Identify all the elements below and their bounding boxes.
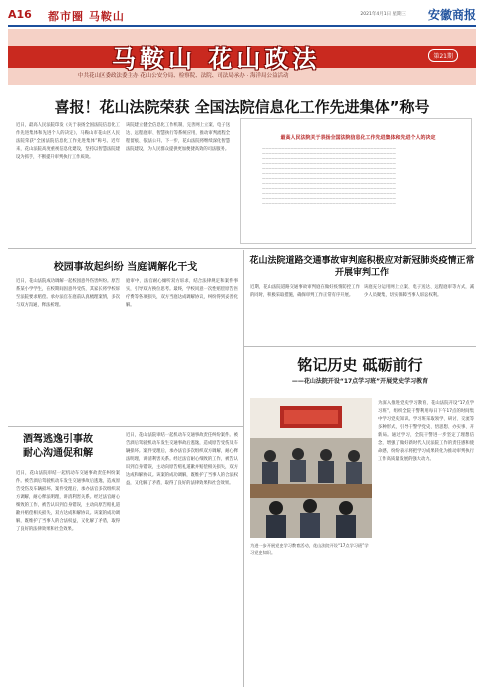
lead-text-col2: 该院建立健全信息化工作机制，完善网上立案、电子送达、远程庭审、智慧执行等系统应用，推动审判流程全程留痕、依法公开。下一步，花山法院将继续深化智慧法院建设，为人民群众提供更加便捷高效的司法服务。 bbox=[126, 123, 230, 152]
article-title-campus: 校园事故起纠纷 当庭调解化干戈 bbox=[53, 262, 198, 273]
divider bbox=[8, 248, 476, 249]
newspaper-logo: 安徽商报 bbox=[427, 8, 476, 22]
lead-text-col1: 近日，最高人民法院印发《关于表扬全国法院信息化工作先进集体和先进个人的决定》，马鞍山市花山区人民法院荣获“全国法院信息化工作先进集体”称号。近年来，花山法院高度重视信息化建设，坚持以智慧法院建设为抓手，不断提升审判执行工作质效。 bbox=[16, 123, 120, 160]
feature-title: 铭记历史 砥砺前行 bbox=[297, 356, 423, 374]
article-title-traffic: 花山法院道路交通事故审判庭积极应对新冠肺炎疫情正常开展审判工作 bbox=[249, 256, 475, 278]
header-rule bbox=[8, 25, 476, 27]
main-headline: 喜报！花山法院荣获 全国法院信息化工作先进集体”称号 bbox=[54, 98, 430, 116]
article-text: 庭审中，法官耐心倾听双方诉求，结合法律规定和案件事实，引导双方换位思考。最终，学校同意一次性赔偿原告医疗费等各项损失，双方当庭达成调解协议，纠纷得到妥善化解。 bbox=[126, 279, 238, 308]
section-title: 都市圈 马鞍山 bbox=[48, 10, 125, 23]
divider bbox=[244, 346, 476, 347]
article-text: 该庭充分运用网上立案、电子送达、远程庭审等方式，减少人员聚集，切实保障当事人诉讼权利。 bbox=[364, 285, 474, 298]
article-text: 近日，花山法院成功调解一起校园意外伤害纠纷。原告系某小学学生，在校期间因意外受伤，其家长将学校诉至法院要求赔偿。承办法官在庭前认真梳理案情，多次与双方沟通，释法析理。 bbox=[16, 279, 120, 308]
banner-subtitle: 中共花山区委政法委主办 花山公安分局、检察院、法院、司法局承办 · 海洋局公益活动 bbox=[78, 73, 289, 79]
banner-title: 马鞍山 花山政法 bbox=[112, 45, 321, 73]
study-session-photo bbox=[250, 398, 372, 538]
photo-caption: 为进一步开展党史学习教育活动，花山法院开设“17点学习班”学习党史知识。 bbox=[250, 543, 369, 555]
page-header bbox=[8, 6, 476, 26]
article-text: 近日，花山法院审结一起机动车交通事故责任纠纷案件。被告酒后驾驶机动车发生交通事故后逃逸，造成原告受伤及车辆损坏。案件受理后，承办法官多次组织双方调解，耐心释法明理，讲清利害关系。经过法官耐心细致的工作，被告认识到自身错误，主动向原告赔礼道歉并赔偿相关损失，双方达成和解协议。该案的成功调解，既维护了当事人的合法权益，又化解了矛盾，取得了良好的法律效果和社会效果。 bbox=[126, 433, 238, 486]
column-banner bbox=[8, 29, 476, 85]
article-title-drunk-driving: 酒驾逃逸引事故 耐心沟通促和解 bbox=[23, 434, 93, 459]
issue-badge: 第21期 bbox=[428, 49, 458, 62]
certificate-title: 最高人民法院关于表扬全国法院信息化工作先进集体和先进个人的决定 bbox=[280, 135, 436, 141]
divider bbox=[8, 426, 243, 427]
page-number: A16 bbox=[8, 8, 32, 21]
issue-date: 2021年4月1日 星期三 bbox=[360, 12, 406, 17]
feature-text: 为深入推进党史学习教育，花山法院开设“17点学习班”，组织全院干警利用每日下午17点的时间集中学习党史知识。学习班采取领学、研讨、交流等多种形式，引导干警学党史、悟思想、办实事、开新局。通过学习，全院干警进一步坚定了理想信念，增强了做好新时代人民法院工作的责任感和使命感，纷纷表示将把学习成果转化为推动审判执行工作高质量发展的强大动力。 bbox=[378, 401, 474, 462]
column-divider bbox=[243, 250, 244, 687]
article-text: 近日，花山法院审结一起机动车交通事故责任纠纷案件。被告酒后驾驶机动车发生交通事故后逃逸，造成原告受伤及车辆损坏。案件受理后，承办法官多次组织双方调解，耐心释法明理，讲清利害关系。经过法官耐心细致的工作，被告认识到自身错误，主动向原告赔礼道歉并赔偿相关损失，双方达成和解协议。该案的成功调解，既维护了当事人的合法权益，又化解了矛盾，取得了良好的法律效果和社会效果。 bbox=[16, 471, 120, 532]
feature-subtitle: ——花山法院开设“17点学习班”开展党史学习教育 bbox=[291, 378, 429, 385]
article-text: 近期，花山法院道路交通事故审判庭在做好疫情防控工作的同时，积极采取措施，确保审判工作正常有序开展。 bbox=[250, 285, 360, 298]
certificate-text-lines: —————————————————————————————————————————— —————————————————————————————————————————— —————————————————————————————————————————— —————————————————————————————————————————— —————————————————————————————————————————— —————————————————————————————————————————— —————————————————————————————————————————— —————————————————————————————————————————— —————————————————————————————————————————— —————————————————————————————————————————— —————————————————————————————————————————— —————————————————————————————————————————— bbox=[262, 146, 396, 205]
